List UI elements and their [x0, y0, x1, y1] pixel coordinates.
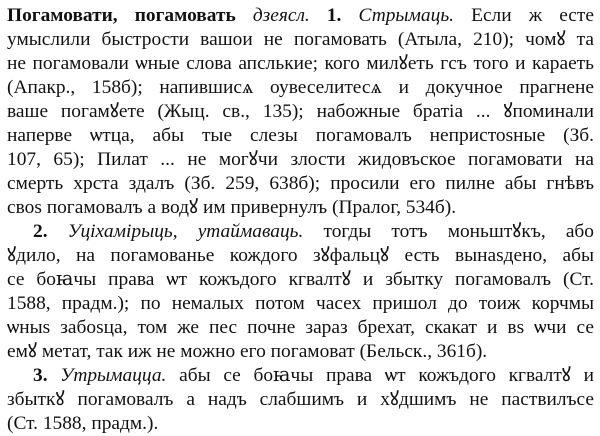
sense-1-number: 1.: [326, 5, 342, 26]
sense-text: абы се боꙗчы права ѡт кожъдого кгвалтꙋ и: [179, 365, 594, 386]
sense-text-line: своѕ погамовалъ а водꙋ им привернулъ (Пралог, 534б).: [7, 197, 457, 218]
entry-line: [7, 220, 594, 244]
sense-3-number: 3.: [33, 365, 48, 386]
sense-3: [7, 364, 594, 436]
entry-line: [7, 4, 594, 28]
entry-line: [7, 364, 594, 388]
sense-text-line: (Апакр., 158б); напившисѧ оувеселитесѧ и докучное прагнене: [7, 77, 594, 98]
sense-text-line: наперве ѡтца, абы тые слезы погамовалъ непристоѕные (Зб.: [7, 125, 594, 146]
sense-text-line: (Ст. 1588, прадм.).: [7, 413, 159, 434]
sense-text-line: емꙋ метат, так иж не можно его погамоват (Бельск., 361б).: [7, 341, 488, 362]
sense-1-gloss: Стрымаць.: [358, 5, 454, 26]
sense-2: [7, 220, 594, 364]
sense-text-line: смерть хрста здалъ (Зб. 259, 638б); просили его пилне абы гнѣвъ: [7, 173, 594, 194]
sense-2-gloss: Уціхамірыць, утаймаваць.: [67, 221, 304, 242]
sense-text-line: умыслили быстрости вашои не погамовать (Атыла, 210); чомꙋ та: [7, 29, 594, 50]
sense-text: тогды тотъ моньштꙋкъ, або: [323, 221, 594, 242]
sense-text-line: 107, 65); Пилат ... не могꙋчи злости жидовъское погамовати на: [7, 149, 594, 170]
headword: Погамовати, погамовать: [7, 5, 236, 26]
sense-text-line: се боꙗчы права ѡт кожъдого кгвалтꙋ и збытку погамовалъ (Ст.: [7, 269, 594, 290]
sense-text: Если ж есте: [471, 5, 594, 26]
sense-3-gloss: Утрымацца.: [60, 365, 167, 386]
sense-text-line: не погамовали ѡные слова апслькие; кого милꙋеть гсъ того и караеть: [7, 53, 594, 74]
sense-text-line: ваше погамꙋете (Жыц. св., 135); набожные братіа ... ꙋпоминали: [7, 101, 594, 122]
sense-text-line: 1588, прадм.); по немалых потом часех пришол до тоиж корчмы: [7, 293, 594, 314]
sense-text-line: ꙋдило, на погамованье кождого зꙋфальцꙋ есть вынаѕдено, абы: [7, 245, 594, 266]
sense-text-line: збыткꙋ погамовалъ а надъ слабшимъ и хꙋдшимъ не паствилъсе: [7, 389, 594, 410]
sense-text-line: ѡныѕ забоѕца, том же пес почне зараз брехат, скакат и вѕ ѡчи се: [7, 317, 594, 338]
sense-1: [7, 4, 594, 220]
part-of-speech: дзеясл.: [252, 5, 310, 26]
sense-2-number: 2.: [33, 221, 48, 242]
